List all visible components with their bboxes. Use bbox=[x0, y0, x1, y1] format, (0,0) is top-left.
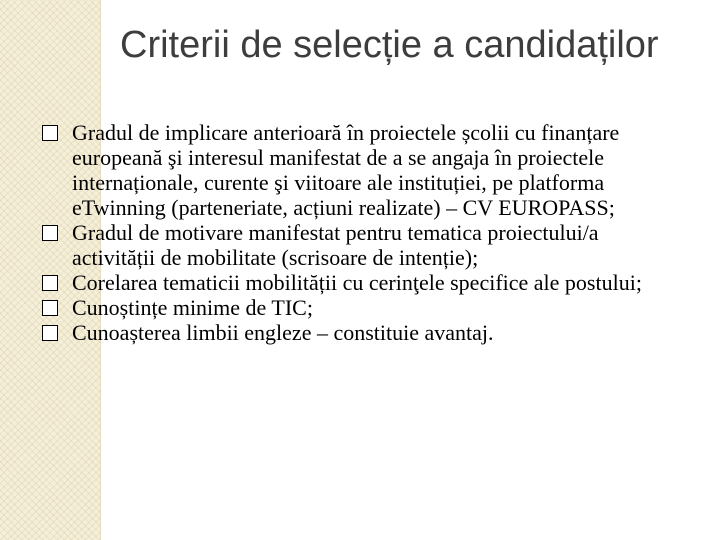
bullet-item-ict-skills bbox=[42, 295, 682, 320]
bullet-text: Corelarea tematicii mobilității cu cerinţele specifice ale postului; bbox=[72, 270, 642, 295]
bullet-item-correlation bbox=[42, 270, 682, 295]
box-bullet-icon bbox=[42, 225, 58, 241]
slide-title: Criterii de selecție a candidaților bbox=[120, 24, 659, 66]
bullet-item-english bbox=[42, 320, 682, 345]
bullet-text: Gradul de motivare manifestat pentru tematica proiectului/a activității de mobilitate (scrisoare de intenție); bbox=[72, 220, 599, 270]
bullet-item-previous-involvement bbox=[42, 120, 682, 220]
box-bullet-icon bbox=[42, 125, 58, 141]
bullet-text: Gradul de implicare anterioară în proiectele școlii cu finanțare europeană şi interesul manifestat de a se angaja în proiectele internaționale, curente şi viitoare ale instituției, pe platforma eTwinning (parteneriate, acțiuni realizate) – CV EUROPASS; bbox=[72, 120, 620, 220]
box-bullet-icon bbox=[42, 325, 58, 341]
box-bullet-icon bbox=[42, 300, 58, 316]
bullet-text: Cunoștințe minime de TIC; bbox=[72, 295, 313, 320]
bullet-item-motivation bbox=[42, 220, 682, 270]
box-bullet-icon bbox=[42, 275, 58, 291]
bullet-list bbox=[42, 120, 682, 345]
bullet-text: Cunoașterea limbii engleze – constituie avantaj. bbox=[72, 320, 494, 345]
